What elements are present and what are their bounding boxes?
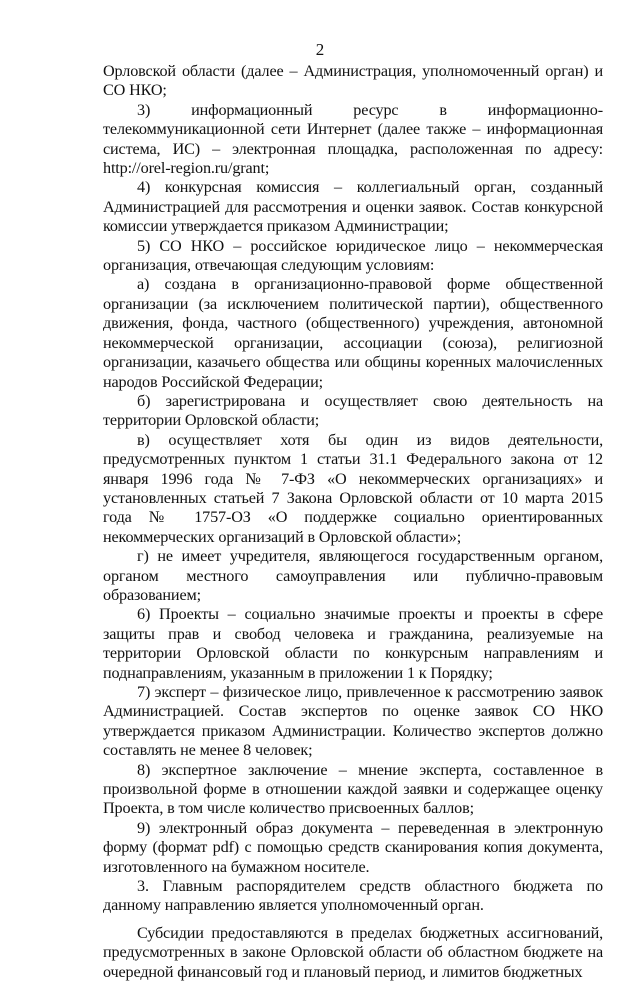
paragraph-section-3: 3. Главным распорядителем средств областного бюджета по данному направлению является уполномоченный орган.	[103, 877, 603, 915]
paragraph-item-7: 7) эксперт – физическое лицо, привлеченное к рассмотрению заявок Администрацией. Состав экспертов по оценке заявок СО НКО утверждается приказом Администрации. Количество экспертов должно составлять не менее 8 человек;	[103, 683, 603, 760]
paragraph-item-8: 8) экспертное заключение – мнение эксперта, составленное в произвольной форме в отношении каждой заявки и содержащее оценку Проекта, в том числе количество присвоенных баллов;	[103, 760, 603, 818]
paragraph-item-4: 4) конкурсная комиссия – коллегиальный орган, созданный Администрацией для рассмотрения и оценки заявок. Состав конкурсной комиссии утверждается приказом Администрации;	[103, 178, 603, 236]
paragraph-item-6: 6) Проекты – социально значимые проекты и проекты в сфере защиты прав и свобод человека и гражданина, реализуемые на территории Орловской области по конкурсным направлениям и поднаправлениям, указанным в приложении 1 к Порядку;	[103, 605, 603, 682]
paragraph-item-3: 3) информационный ресурс в информационно-телекоммуникационной сети Интернет (далее также – информационная система, ИС) – электронная площадка, расположенная по адресу: http://orel-region.ru/grant;	[103, 100, 603, 178]
paragraph-item-5g: г) не имеет учредителя, являющегося государственным органом, органом местного самоуправления или публично-правовым образованием;	[103, 547, 603, 604]
paragraph-subsidies: Субсидии предоставляются в пределах бюджетных ассигнований, предусмотренных в законе Орловской области об областном бюджете на очередной финансовый год и плановый период, и лимитов бюджетных	[103, 923, 603, 981]
paragraph-item-5a: а) создана в организационно-правовой форме общественной организации (за исключением политической партии), общественного движения, фонда, частного (общественного) учреждения, автономной некоммерческой организации, ассоциации (союза), религиозной организации, казачьего общества или общины коренных малочисленных народов Российской Федерации;	[103, 275, 603, 391]
paragraph-item-5b: б) зарегистрирована и осуществляет свою деятельность на территории Орловской области;	[103, 391, 603, 430]
paragraph-item-5: 5) СО НКО – российское юридическое лицо – некоммерческая организация, отвечающая следующим условиям:	[103, 236, 603, 275]
document-body	[103, 62, 603, 982]
paragraph-item-9: 9) электронный образ документа – переведенная в электронную форму (формат pdf) с помощью средств сканирования копия документа, изготовленного на бумажном носителе.	[103, 818, 603, 876]
page-number: 2	[315, 40, 325, 59]
paragraph-continuation: Орловской области (далее – Администрация, уполномоченный орган) и СО НКО;	[103, 62, 603, 100]
paragraph-item-5v: в) осуществляет хотя бы один из видов деятельности, предусмотренных пунктом 1 статьи 31.1 Федерального закона от 12 января 1996 года № 7-ФЗ «О некоммерческих организациях» и установленных статьей 7 Закона Орловской области от 10 марта 2015 года № 1757-ОЗ «О поддержке социально ориентированных некоммерческих организаций в Орловской области»;	[103, 430, 603, 546]
